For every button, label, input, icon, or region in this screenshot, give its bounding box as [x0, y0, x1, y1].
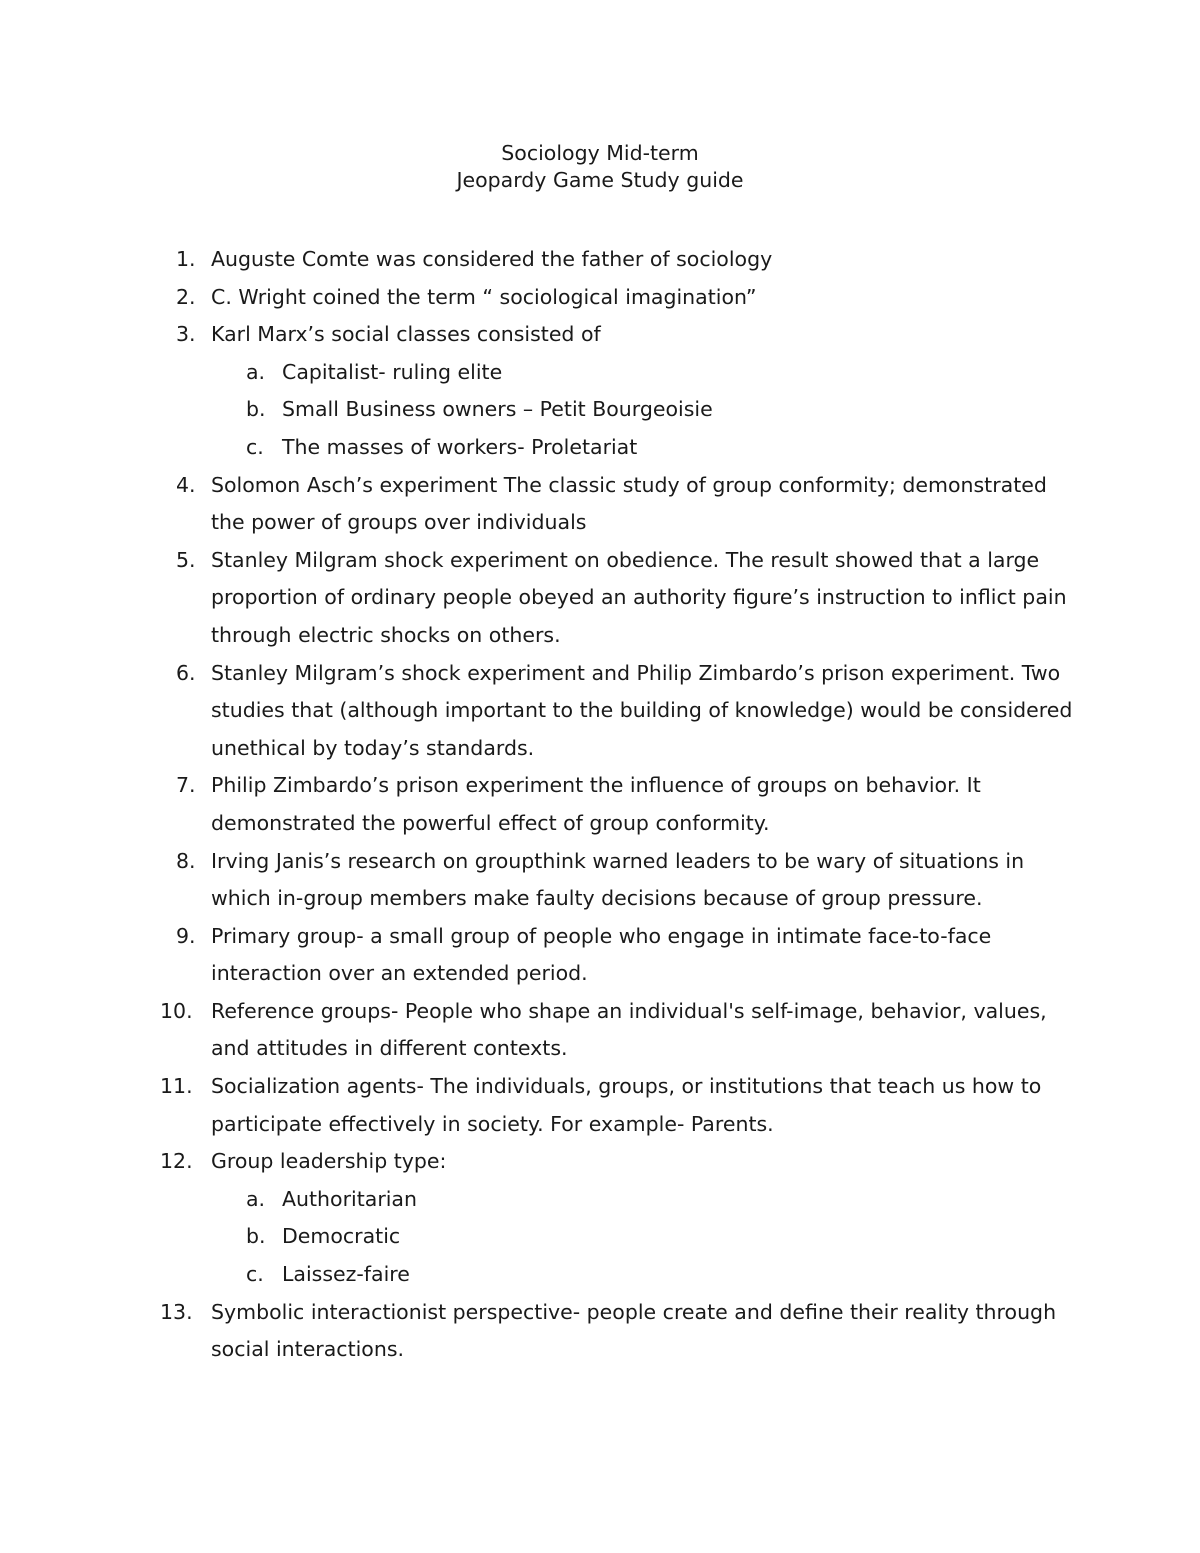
item-number: 7. — [176, 773, 196, 798]
item-number: 1. — [176, 247, 196, 271]
item-number: 5. — [176, 547, 196, 572]
item-number: 6. — [176, 660, 196, 685]
item-text: Stanley Milgram’s shock experiment and Philip Zimbardo’s prison experiment. Two studies that (although important to the building of knowledge) would be considered unethical by today’s standards. — [211, 660, 1073, 760]
item-text: Symbolic interactionist perspective- people create and define their reality through social interactions. — [211, 1299, 1057, 1362]
item-number: 3. — [176, 322, 196, 347]
study-guide-list — [0, 241, 1200, 1369]
item-number: 11. — [160, 1074, 193, 1099]
item-number: 10. — [160, 998, 193, 1023]
list-item — [0, 843, 1081, 918]
list-item — [0, 542, 1081, 655]
item-number: 2. — [176, 284, 196, 309]
document-subtitle: Jeopardy Game Study guide — [456, 168, 744, 192]
sub-list-item — [0, 1181, 1200, 1219]
list-item — [0, 1143, 1081, 1181]
list-item — [0, 1294, 1081, 1369]
list-item — [0, 279, 1081, 317]
sub-item-text: Laissez-faire — [282, 1262, 410, 1287]
sub-item-text: The masses of workers- Proletariat — [282, 434, 638, 459]
sub-item-text: Small Business owners – Petit Bourgeoisie — [282, 397, 713, 422]
item-number: 8. — [176, 848, 196, 873]
sub-list-item — [0, 1256, 1200, 1294]
item-text: Group leadership type: — [211, 1149, 447, 1174]
item-text: Irving Janis’s research on groupthink warned leaders to be wary of situations in which in-group members make faulty decisions because of group pressure. — [211, 848, 1025, 911]
title-block — [0, 140, 1200, 194]
item-text: Solomon Asch’s experiment The classic study of group conformity; demonstrated the power of groups over individuals — [211, 472, 1047, 535]
sub-item-text: Authoritarian — [282, 1186, 417, 1211]
item-number: 9. — [176, 923, 196, 948]
list-item — [0, 655, 1081, 768]
item-number: 13. — [160, 1299, 193, 1324]
list-item — [0, 1068, 1081, 1143]
list-item — [0, 918, 1081, 993]
item-number: 12. — [160, 1149, 193, 1174]
list-item — [0, 767, 1081, 842]
list-item — [0, 467, 1081, 542]
sub-item-text: Capitalist- ruling elite — [282, 359, 503, 384]
list-item — [0, 993, 1081, 1068]
item-text: Stanley Milgram shock experiment on obedience. The result showed that a large proportion of ordinary people obeyed an authority figure’s instruction to inflict pain through electric shocks on others. — [211, 547, 1067, 647]
item-text: Reference groups- People who shape an individual's self-image, behavior, values, and attitudes in different contexts. — [211, 998, 1047, 1061]
item-text: Primary group- a small group of people who engage in intimate face-to-face interaction over an extended period. — [211, 923, 992, 986]
sub-item-letter: c. — [246, 434, 264, 459]
sub-item-letter: b. — [246, 1224, 266, 1249]
item-number: 4. — [176, 472, 196, 497]
list-item — [0, 241, 1081, 279]
sub-list-item — [0, 391, 1200, 429]
sub-item-letter: a. — [246, 1186, 266, 1211]
sub-item-letter: b. — [246, 397, 266, 422]
item-text: C. Wright coined the term “ sociological imagination” — [211, 284, 757, 309]
item-text: Karl Marx’s social classes consisted of — [211, 322, 601, 347]
list-item — [0, 316, 1081, 354]
sub-list-item — [0, 429, 1200, 467]
sub-item-letter: a. — [246, 359, 266, 384]
item-text: Philip Zimbardo’s prison experiment the influence of groups on behavior. It demonstrated the powerful effect of group conformity. — [211, 773, 981, 835]
sub-item-text: Democratic — [282, 1224, 401, 1249]
item-text: Auguste Comte was considered the father of sociology — [211, 247, 773, 271]
sub-list-item — [0, 354, 1200, 392]
item-text: Socialization agents- The individuals, groups, or institutions that teach us how to participate effectively in society. For example- Parents. — [211, 1074, 1042, 1136]
document-title: Sociology Mid-term — [501, 141, 699, 165]
sub-item-letter: c. — [246, 1262, 264, 1287]
sub-list-item — [0, 1218, 1200, 1256]
